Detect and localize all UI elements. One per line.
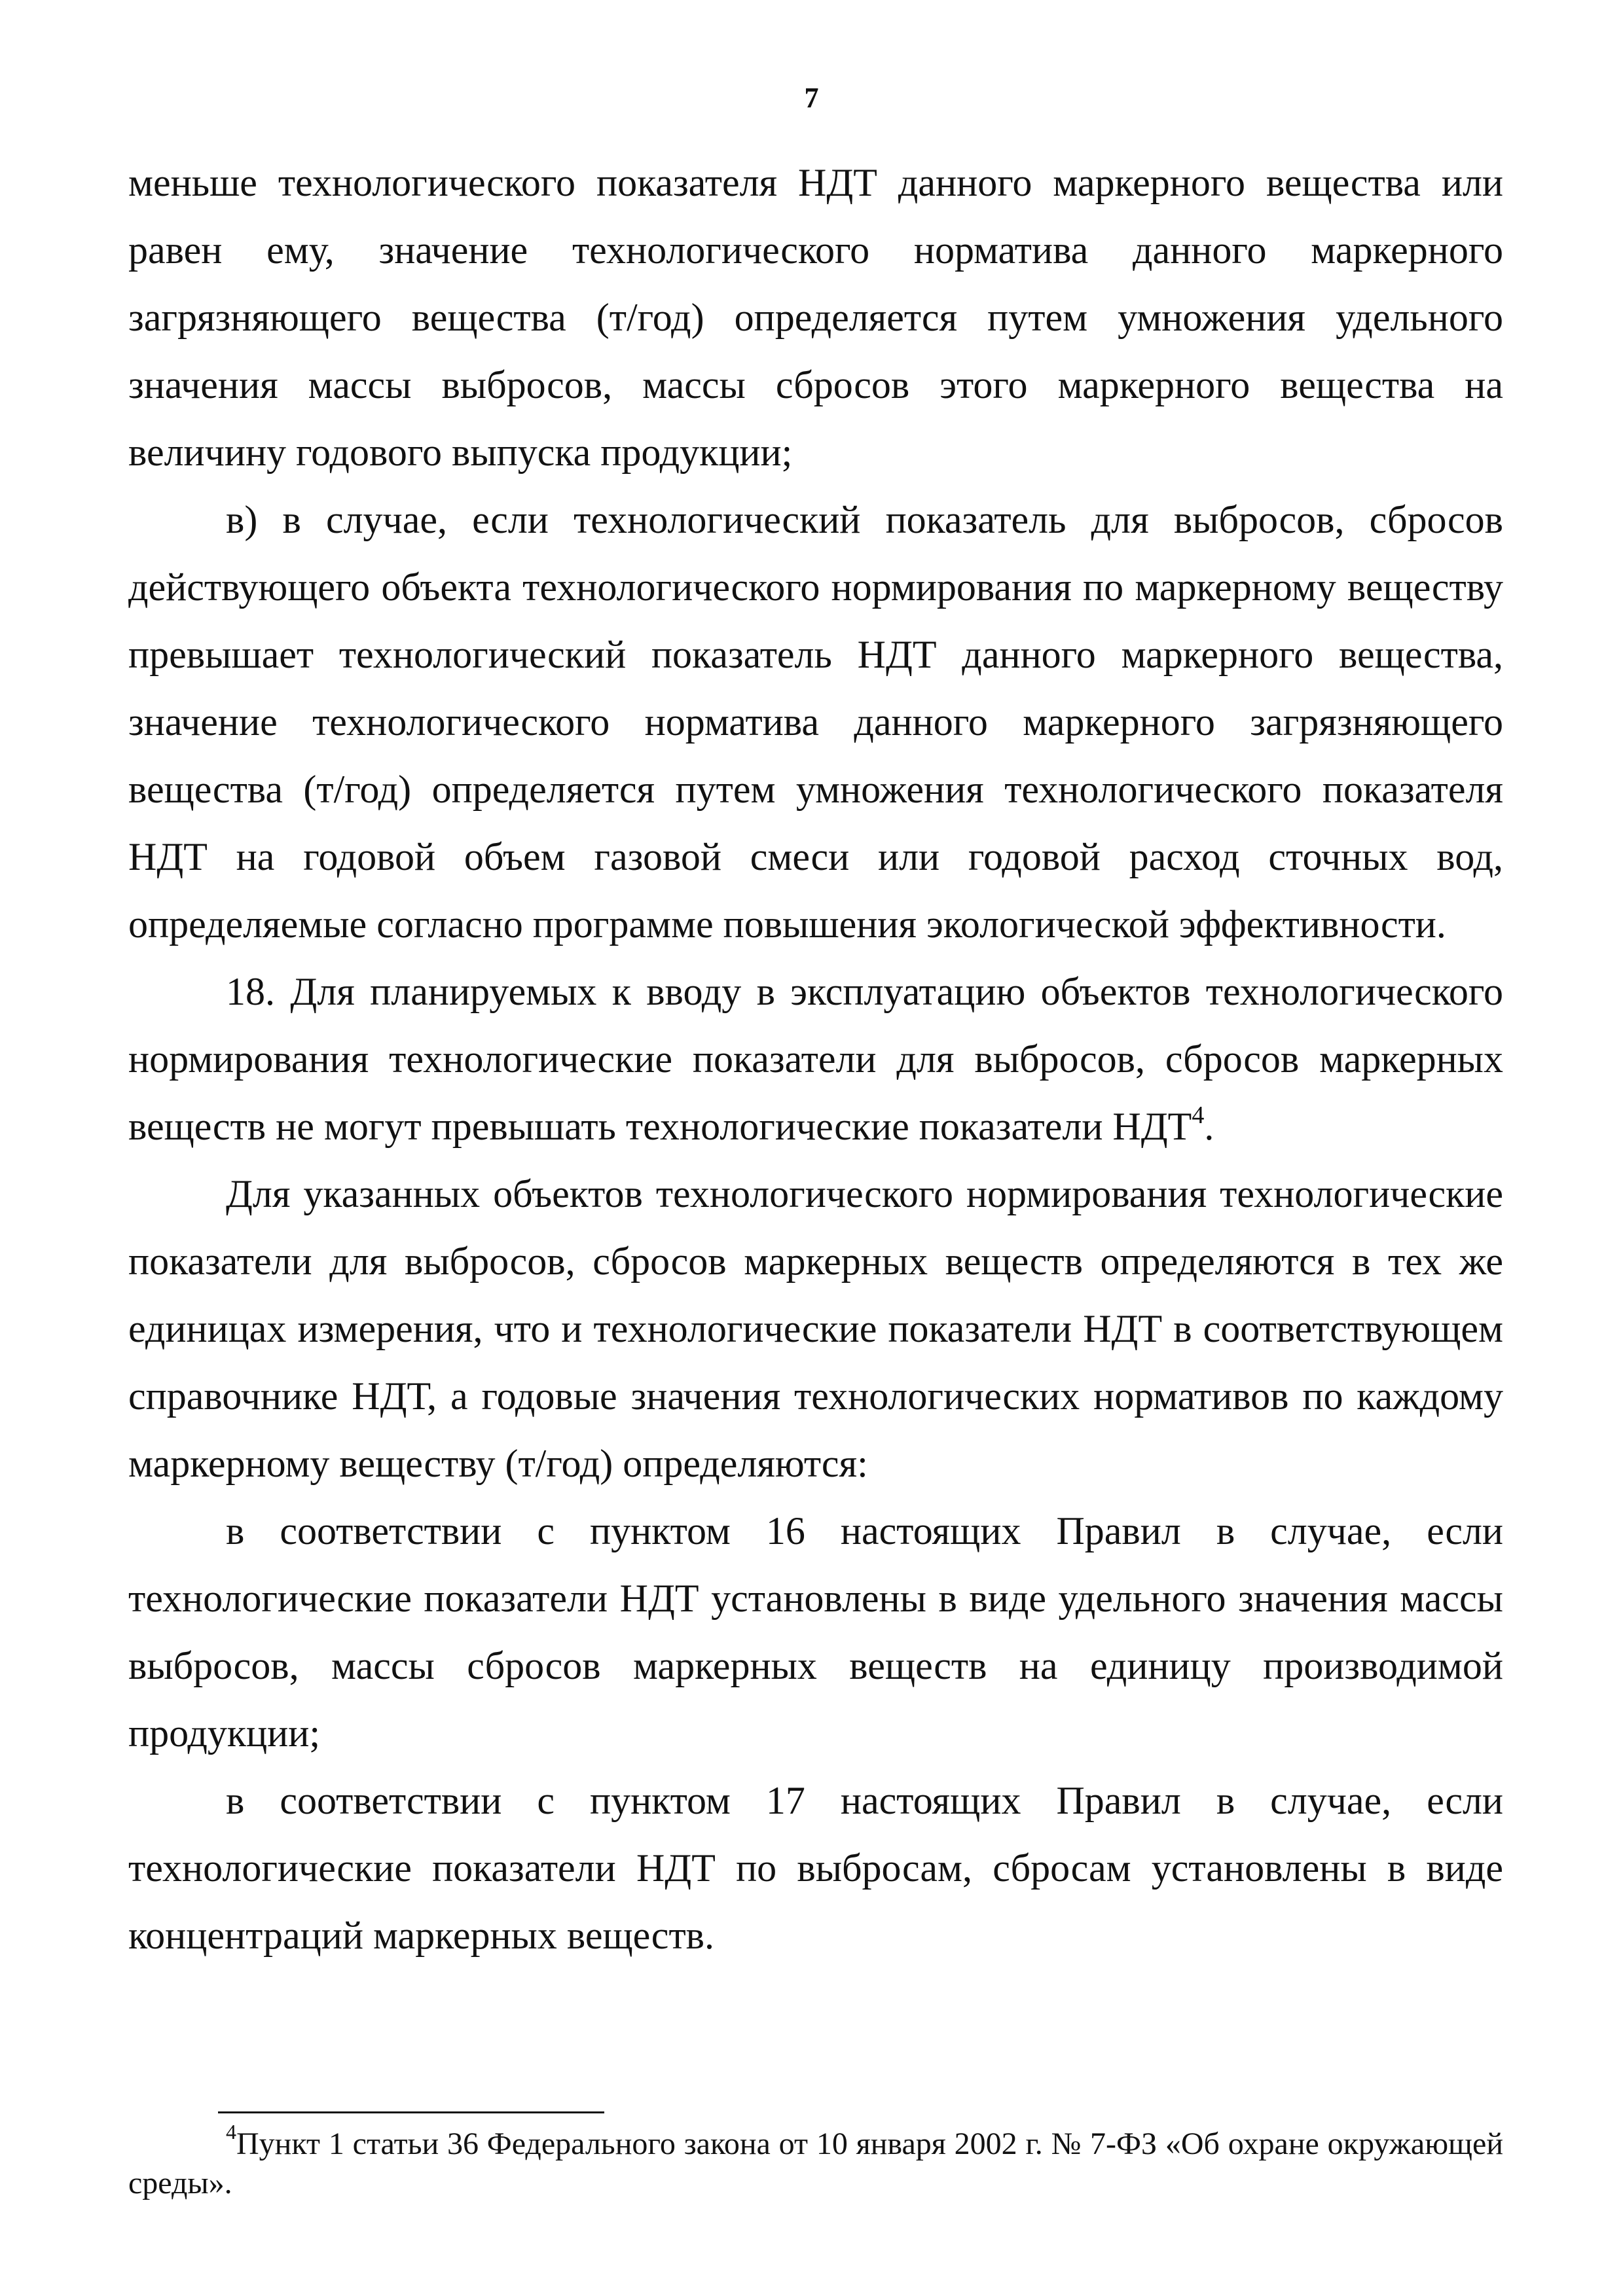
paragraph-point-16: в соответствии с пунктом 16 настоящих Правил в случае, если технологические показатели НДТ установлены в виде удельного значения массы выбросов, массы сбросов маркерных веществ на единицу производимой продукции; xyxy=(128,1509,1503,1755)
document-body xyxy=(128,149,1503,1969)
footnote-number: 4 xyxy=(226,2120,236,2144)
footnote-text: Пункт 1 статьи 36 Федерального закона от 10 января 2002 г. № 7-ФЗ «Об охране окружающей среды». xyxy=(128,2126,1503,2200)
footnote xyxy=(128,2120,1503,2203)
paragraph-point-17: в соответствии с пунктом 17 настоящих Правил в случае, если технологические показатели НДТ по выбросам, сбросам установлены в виде концентраций маркерных веществ. xyxy=(128,1779,1503,1957)
paragraph-item-v: в) в случае, если технологический показатель для выбросов, сбросов действующего объекта технологического нормирования по маркерному веществу превышает технологический показатель НДТ данного маркерного вещества, значение технологического норматива данного маркерного загрязняющего вещества (т/год) определяется путем умножения технологического показателя НДТ на годовой объем газовой смеси или годовой расход сточных вод, определяемые согласно программе повышения экологической эффективности. xyxy=(128,498,1503,946)
paragraph-18 xyxy=(128,958,1503,1160)
footnote-paragraph xyxy=(128,2120,1503,2203)
paragraph-18-text: 18. Для планируемых к вводу в эксплуатацию объектов технологического нормирования технологические показатели для выбросов, сбросов маркерных веществ не могут превышать технологические показатели НДТ xyxy=(128,970,1503,1148)
paragraph-objects: Для указанных объектов технологического нормирования технологические показатели для выбросов, сбросов маркерных веществ определяются в тех же единицах измерения, что и технологические показатели НДТ в соответствующем справочнике НДТ, а годовые значения технологических нормативов по каждому маркерному веществу (т/год) определяются: xyxy=(128,1172,1503,1485)
footnote-reference: 4 xyxy=(1192,1102,1205,1129)
paragraph-continuation: меньше технологического показателя НДТ данного маркерного вещества или равен ему, значение технологического норматива данного маркерного загрязняющего вещества (т/год) определяется путем умножения удельного значения массы выбросов, массы сбросов этого маркерного вещества на величину годового выпуска продукции; xyxy=(128,161,1503,474)
paragraph-18-period: . xyxy=(1204,1105,1214,1148)
footnote-separator xyxy=(218,2111,604,2113)
page-number: 7 xyxy=(804,82,819,114)
